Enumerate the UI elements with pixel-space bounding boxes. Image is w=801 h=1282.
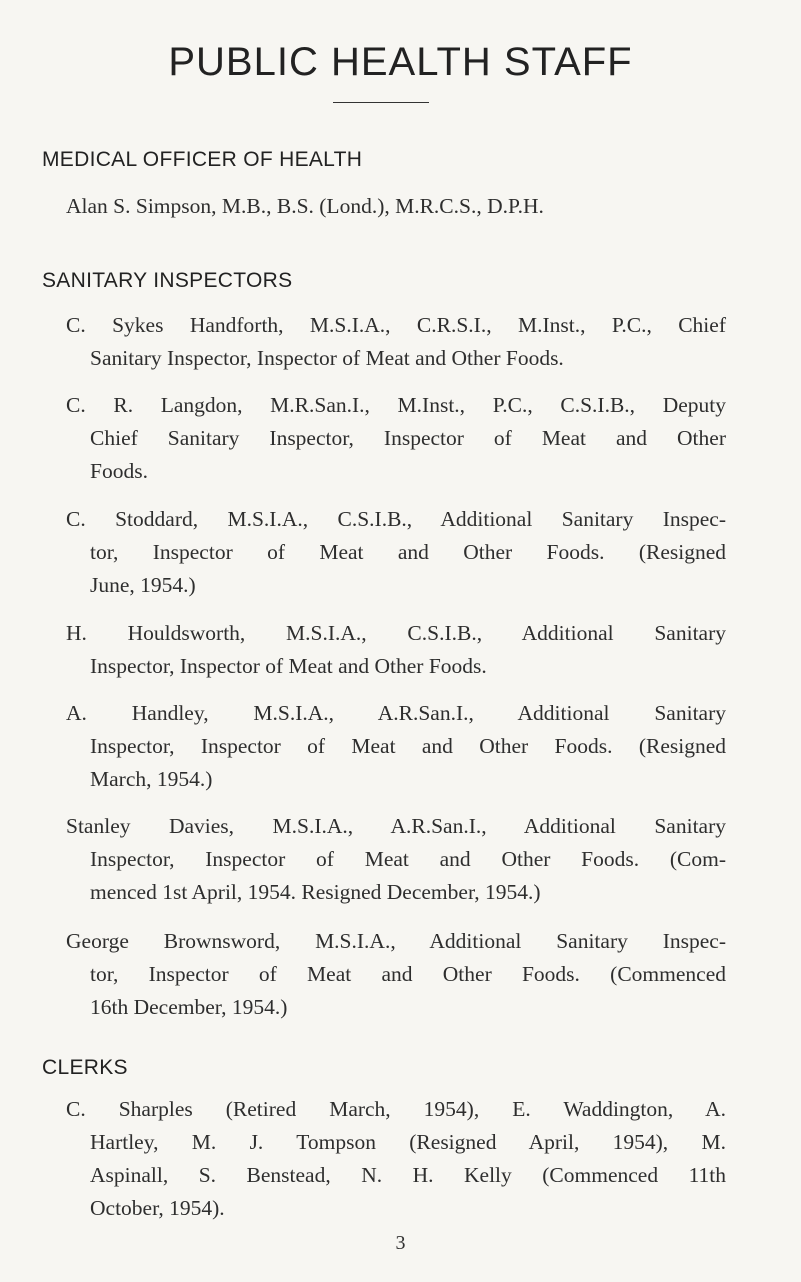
- medical-officer-entry: [66, 190, 726, 223]
- entry-line: Inspector, Inspector of Meat and Other Foods. (Com-: [90, 847, 726, 871]
- entry-line: Stanley Davies, M.S.I.A., A.R.San.I., Additional Sanitary: [66, 814, 726, 838]
- entry-line: Chief Sanitary Inspector, Inspector of Meat and Other: [90, 426, 726, 450]
- entry-line: C. Sykes Handforth, M.S.I.A., C.R.S.I., M.Inst., P.C., Chief: [66, 313, 726, 337]
- entry-line: Foods.: [90, 459, 148, 483]
- entry-line: 16th December, 1954.): [90, 995, 288, 1019]
- entry-line: October, 1954).: [90, 1196, 225, 1220]
- entry-line: Inspector, Inspector of Meat and Other Foods. (Resigned: [90, 734, 726, 758]
- section-heading-sanitary-inspectors: SANITARY INSPECTORS: [42, 269, 293, 292]
- entry-line: C. Stoddard, M.S.I.A., C.S.I.B., Additional Sanitary Inspec-: [66, 507, 726, 531]
- entry-line: tor, Inspector of Meat and Other Foods. (Commenced: [90, 962, 726, 986]
- clerks-entry: [66, 1093, 726, 1225]
- entry-line: Sanitary Inspector, Inspector of Meat and Other Foods.: [90, 346, 564, 370]
- entry-line: C. Sharples (Retired March, 1954), E. Waddington, A.: [66, 1097, 726, 1121]
- inspector-entry: [66, 810, 726, 909]
- inspector-entry: [66, 617, 726, 683]
- page-number: 3: [395, 1232, 406, 1254]
- entry-line: tor, Inspector of Meat and Other Foods. (Resigned: [90, 540, 726, 564]
- entry-line: A. Handley, M.S.I.A., A.R.San.I., Additional Sanitary: [66, 701, 726, 725]
- entry-line: Inspector, Inspector of Meat and Other Foods.: [90, 654, 487, 678]
- inspector-entry: [66, 925, 726, 1024]
- entry-line: menced 1st April, 1954. Resigned December, 1954.): [90, 880, 541, 904]
- inspector-entry: [66, 503, 726, 602]
- entry-line: Hartley, M. J. Tompson (Resigned April, 1954), M.: [90, 1130, 726, 1154]
- page-title: PUBLIC HEALTH STAFF: [168, 40, 633, 84]
- entry-line: March, 1954.): [90, 767, 213, 791]
- title-rule: [333, 102, 429, 103]
- entry-line: C. R. Langdon, M.R.San.I., M.Inst., P.C., C.S.I.B., Deputy: [66, 393, 726, 417]
- entry-line: George Brownsword, M.S.I.A., Additional Sanitary Inspec-: [66, 929, 726, 953]
- inspector-entry: [66, 697, 726, 796]
- entry-line: H. Houldsworth, M.S.I.A., C.S.I.B., Additional Sanitary: [66, 621, 726, 645]
- inspector-entry: [66, 309, 726, 375]
- inspector-entry: [66, 389, 726, 488]
- entry-line: Alan S. Simpson, M.B., B.S. (Lond.), M.R.C.S., D.P.H.: [66, 194, 544, 218]
- section-heading-medical-officer: MEDICAL OFFICER OF HEALTH: [42, 148, 363, 171]
- entry-line: June, 1954.): [90, 573, 196, 597]
- entry-line: Aspinall, S. Benstead, N. H. Kelly (Commenced 11th: [90, 1163, 726, 1187]
- section-heading-clerks: CLERKS: [42, 1056, 128, 1079]
